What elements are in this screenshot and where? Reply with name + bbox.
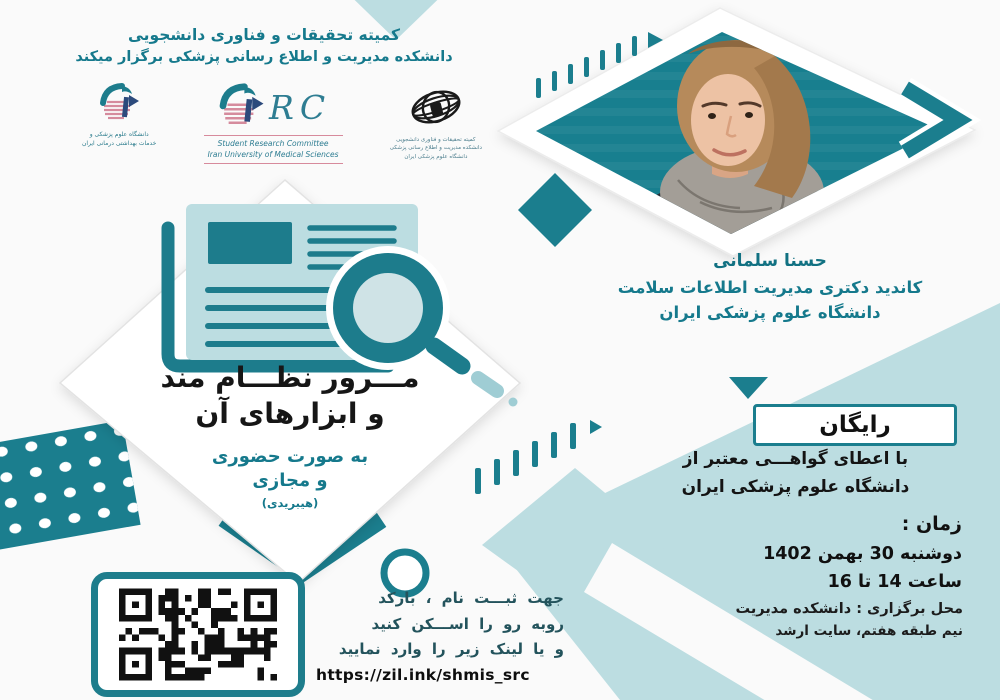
venue-line2: نیم طبقه هفتم، سایت ارشد: [775, 623, 963, 639]
event-mode-line1: به صورت حضوری: [211, 445, 369, 467]
event-mode-note: (هیبریدی): [261, 495, 319, 510]
schedule-block: [660, 513, 962, 592]
registration-line1: جهت ثبـــت نام ، بارکد: [378, 589, 564, 607]
speaker-university: دانشگاه علوم پزشکی ایران: [659, 303, 881, 322]
event-title-line1: مـــرور نظـــام مند: [160, 361, 420, 394]
logo-src: [204, 80, 343, 164]
event-title-line2: و ابزارهای آن: [195, 397, 385, 431]
speaker-degree: کاندید دکتری مدیریت اطلاعات سلامت: [617, 278, 923, 297]
speaker-block: [565, 251, 975, 322]
src-logo-icon: [215, 80, 267, 134]
venue-block: [628, 601, 963, 639]
registration-link[interactable]: https://zil.ink/shmis_src: [316, 665, 530, 684]
schedule-date: دوشنبه 30 بهمن 1402: [763, 544, 962, 564]
organizer-line1: کمیته تحقیقات و فناوری دانشجویی: [127, 26, 400, 44]
teal-diamond-small-icon: [518, 173, 592, 247]
university-logo-caption: دانشگاه علوم پزشکی و خدمات بهداشتی درمانی ایران: [82, 131, 157, 147]
down-triangle-icon: [729, 377, 768, 399]
organizer-line2: دانشکده مدیریت و اطلاع رسانی پزشکی برگزار میکند: [75, 49, 453, 65]
event-mode-line2: و مجازی: [252, 469, 328, 491]
logo-committee: [390, 80, 482, 161]
speaker-name: حسنا سلمانی: [713, 251, 827, 271]
event-title-block: [95, 360, 485, 510]
registration-line2: روبه رو را اســـکن کنید: [371, 614, 564, 633]
src-letters: RC: [268, 87, 332, 127]
logo-university: [82, 80, 156, 148]
src-logo-caption: Student Research Committee Iran University of Medical Sciences: [204, 135, 343, 164]
organizer-heading: [58, 26, 470, 65]
certificate-line2: دانشگاه علوم پزشکی ایران: [681, 477, 910, 497]
certificate-block: [628, 449, 963, 497]
committee-logo-caption: کمیته تحقیقات و فناوری دانشجویی دانشکده مدیریت و اطلاع رسانی پزشکی دانشگاه علوم پزشکی ایران: [389, 137, 482, 160]
logo-row: [82, 80, 482, 164]
university-logo-icon: [96, 80, 142, 128]
schedule-time: ساعت 14 تا 16: [827, 572, 962, 592]
registration-line3: و یا لینک زیر را وارد نمایید: [338, 640, 564, 658]
qr-code[interactable]: [91, 572, 305, 697]
venue-line1: محل برگزاری : دانشکده مدیریت: [735, 601, 963, 617]
free-badge: [753, 404, 957, 446]
certificate-line1: با اعطای گواهـــی معتبر از: [682, 449, 909, 469]
qr-code-image: [119, 588, 277, 681]
schedule-heading: زمان :: [901, 513, 962, 535]
committee-logo-icon: [409, 80, 463, 134]
free-badge-label: رایگان: [819, 412, 891, 438]
registration-block: [316, 586, 564, 684]
